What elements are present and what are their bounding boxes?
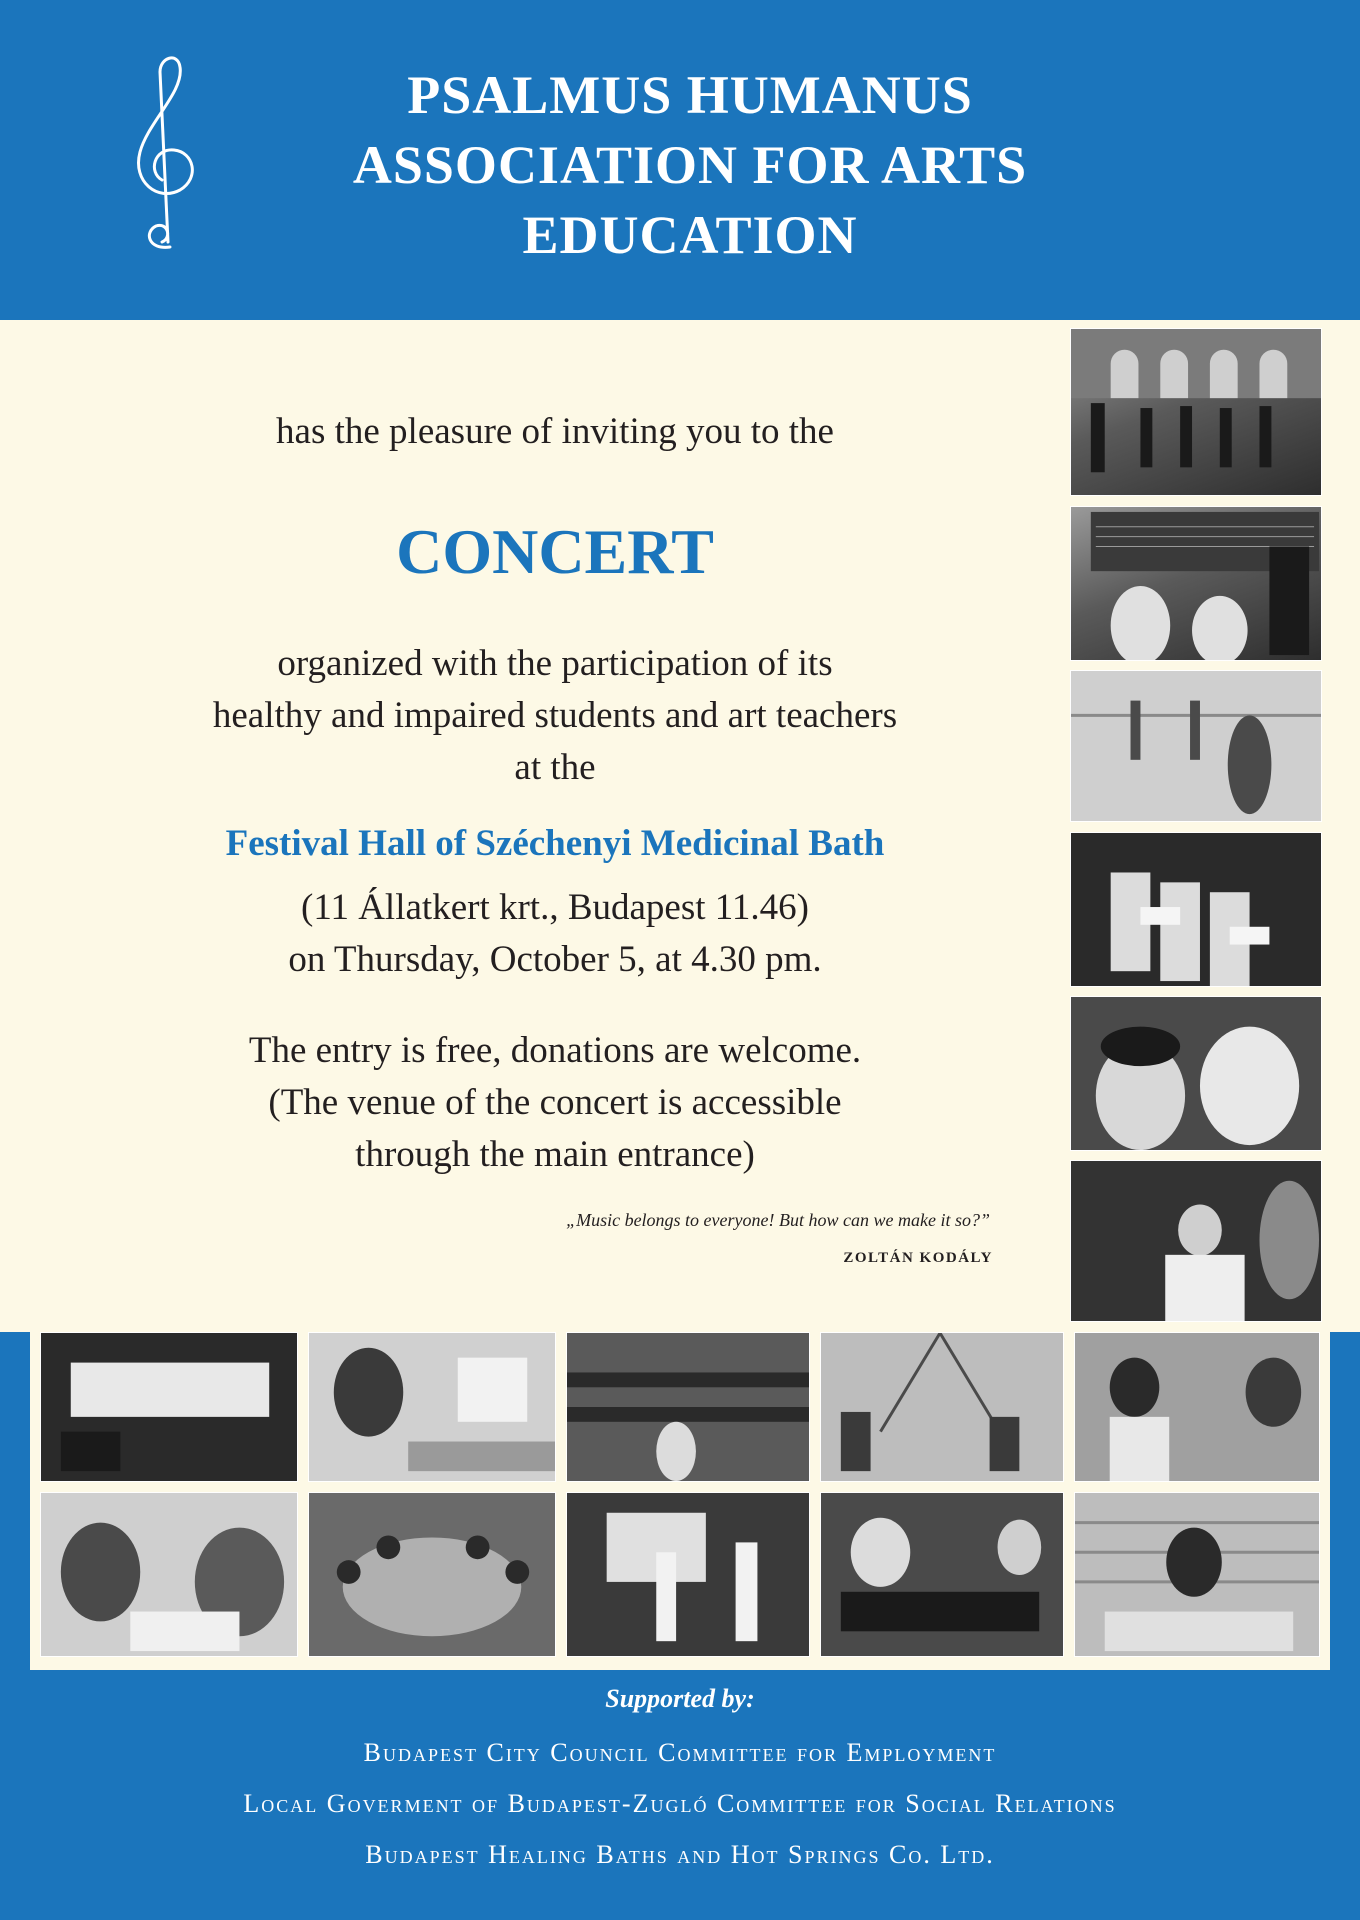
- photo-maypole-dance: [820, 1332, 1064, 1482]
- photo-xylophone-lesson: [820, 1492, 1064, 1657]
- kodaly-quote: „Music belongs to everyone! But how can we make it so?”: [566, 1210, 990, 1230]
- photo-stage-performance: [566, 1492, 810, 1657]
- header-banner: [0, 0, 1360, 320]
- address-text: [100, 882, 1010, 986]
- invitation-intro: has the pleasure of inviting you to the: [276, 411, 834, 452]
- organization-title-line: PSALMUS HUMANUS: [407, 65, 973, 125]
- supported-by-heading: Supported by:: [605, 1684, 755, 1713]
- photo-children-writing: [40, 1492, 298, 1657]
- organization-title-line: ASSOCIATION FOR ARTS: [352, 135, 1028, 195]
- photo-children-closeup: [1070, 996, 1322, 1151]
- organized-line: healthy and impaired students and art teachers: [212, 695, 898, 736]
- entry-line: through the main entrance): [355, 1134, 755, 1175]
- entry-line: The entry is free, donations are welcome.: [248, 1030, 862, 1071]
- sponsor-item: Local Goverment of Budapest-Zugló Committee for Social Relations: [243, 1789, 1117, 1818]
- photo-ballet-class: [1070, 670, 1322, 822]
- address-line: (11 Állatkert krt., Budapest 11.46): [301, 887, 809, 928]
- treble-clef-icon: [118, 52, 208, 252]
- photo-circle-game: [308, 1492, 556, 1657]
- photo-ukulele-class: [1074, 1332, 1320, 1482]
- photo-choir-concert: [40, 1332, 298, 1482]
- quote-author: ZOLTÁN KODÁLY: [843, 1250, 993, 1266]
- date-time-line: on Thursday, October 5, at 4.30 pm.: [288, 939, 822, 980]
- organized-text: [100, 638, 1010, 794]
- photo-choir-reading: [1070, 832, 1322, 987]
- organized-line: at the: [514, 747, 596, 788]
- photo-computer-music: [308, 1332, 556, 1482]
- entry-info: [100, 1025, 1010, 1181]
- photo-gym-music: [1074, 1492, 1320, 1657]
- organization-title-line: EDUCATION: [522, 205, 858, 265]
- organized-line: organized with the participation of its: [277, 643, 833, 684]
- photo-music-classroom: [1070, 506, 1322, 661]
- sponsor-item: Budapest City Council Committee for Employment: [363, 1738, 997, 1767]
- entry-line: (The venue of the concert is accessible: [268, 1082, 842, 1123]
- photo-folk-dance: [1070, 328, 1322, 496]
- photo-lecture-hall: [566, 1332, 810, 1482]
- organization-title: [250, 60, 1130, 270]
- sponsor-item: Budapest Healing Baths and Hot Springs Co. Ltd.: [365, 1840, 995, 1869]
- event-title: CONCERT: [396, 516, 714, 587]
- venue-name: Festival Hall of Széchenyi Medicinal Bath: [225, 823, 885, 864]
- photo-guitar-lesson: [1070, 1160, 1322, 1322]
